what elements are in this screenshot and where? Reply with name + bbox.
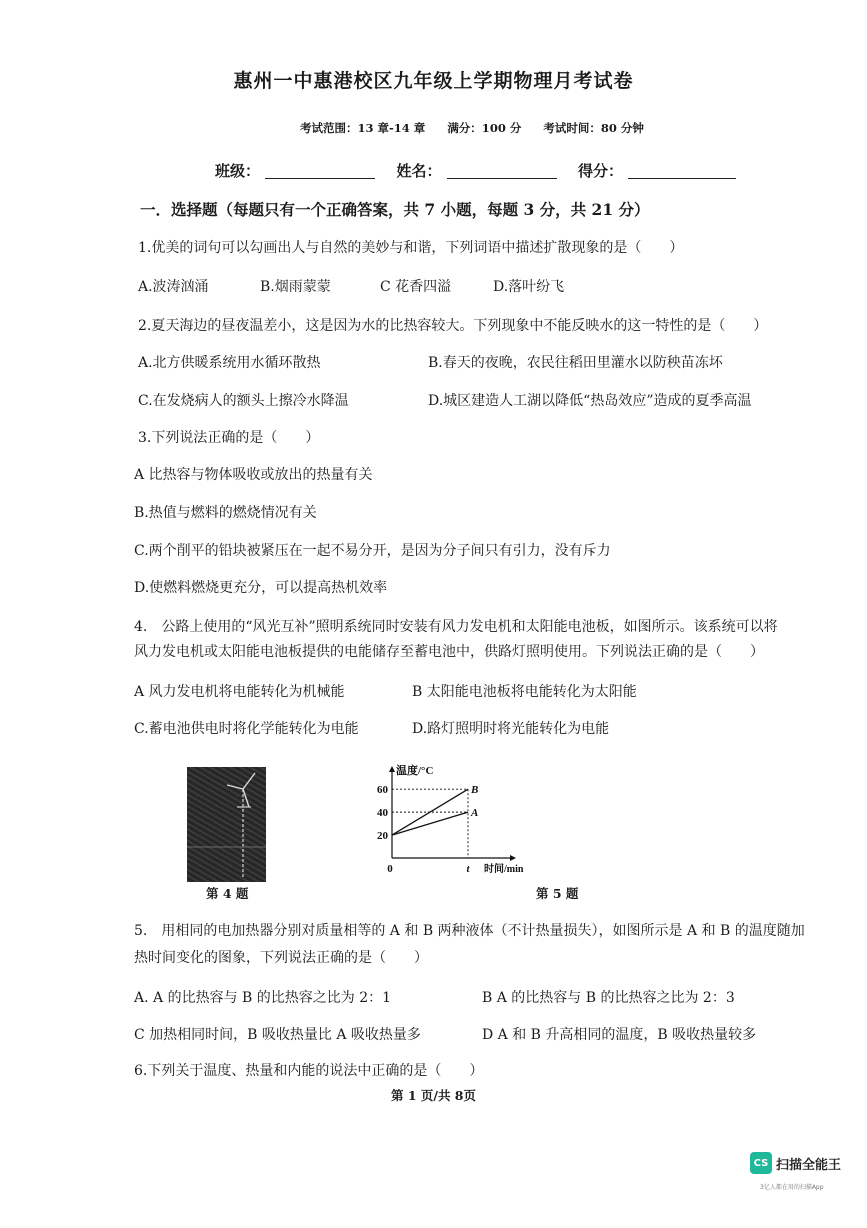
page-footer: 第 1 页/共 8页 [390,1088,477,1103]
exam-full-score: 满分：100 分 [447,121,522,135]
class-label: 班级： [215,162,261,180]
series-label: B [471,784,479,797]
q5-option-b: B A 的比热容与 B 的比热容之比为 2：3 [482,990,735,1006]
q4-option-d: D.路灯照明时将光能转化为电能 [412,721,610,737]
q4-stem-line2: 风力发电机或太阳能电池板提供的电能储存至蓄电池中，供路灯照明使用。下列说法正确的是（ ） [134,644,764,660]
section-heading: 一．选择题（每题只有一个正确答案，共 7 小题，每题 3 分，共 21 分） [140,200,650,219]
camscanner-app-name: 扫描全能王 [776,1158,842,1173]
q4-option-b: B 太阳能电池板将电能转化为太阳能 [412,684,637,700]
q5-stem-line1: 5. 用相同的电加热器分别对质量相等的 A 和 B 两种液体（不计热量损失），如图所示是 A 和 B 的温度随加 [134,923,805,939]
student-info-line [215,160,736,181]
x-tick-label: 0 [387,863,393,875]
q1-stem: 1.优美的词句可以勾画出人与自然的美妙与和谐，下列词语中描述扩散现象的是（ ） [138,240,684,256]
score-label: 得分： [577,162,623,180]
exam-time: 考试时间：80 分钟 [543,121,644,135]
x-axis-label: 时间/min [484,864,524,875]
q2-option-a: A.北方供暖系统用水循环散热 [138,355,321,371]
q3-option-b: B.热值与燃料的燃烧情况有关 [134,505,317,521]
x-axis-arrow [510,855,516,861]
y-tick-label: 40 [377,807,388,820]
q1-option-c: C 花香四溢 [380,279,452,295]
name-blank[interactable] [447,163,557,179]
q2-option-d: D.城区建造人工湖以降低“热岛效应”造成的夏季高温 [428,393,752,409]
y-axis-label: 温度/°C [396,765,434,777]
camscanner-tagline: 3亿人都在用的扫描App [760,1184,824,1191]
q6-stem: 6.下列关于温度、热量和内能的说法中正确的是（ ） [134,1063,484,1079]
x-tick-label: t [466,863,470,875]
q1-option-d: D.落叶纷飞 [493,279,565,295]
q3-option-c: C.两个削平的铅块被紧压在一起不易分开，是因为分子间只有引力，没有斥力 [134,543,611,559]
q1-option-a: A.波涛汹涌 [138,279,209,295]
class-blank[interactable] [265,163,375,179]
score-blank[interactable] [628,163,736,179]
q5-option-a: A. A 的比热容与 B 的比热容之比为 2：1 [134,990,392,1006]
exam-title: 惠州一中惠港校区九年级上学期物理月考试卷 [233,70,634,92]
q2-stem: 2.夏天海边的昼夜温差小，这是因为水的比热容较大。下列现象中不能反映水的这一特性的是（ ） [138,318,768,334]
q4-option-a: A 风力发电机将电能转化为机械能 [134,684,345,700]
q3-option-d: D.使燃料燃烧更充分，可以提高热机效率 [134,580,388,596]
name-label: 姓名： [396,162,442,180]
wind-solar-streetlight-photo [187,767,266,882]
q3-option-a: A 比热容与物体吸收或放出的热量有关 [134,467,373,483]
q2-option-c: C.在发烧病人的额头上擦冷水降温 [138,393,349,409]
series-line [392,812,468,835]
q2-option-b: B.春天的夜晚，农民往稻田里灌水以防秧苗冻坏 [428,355,723,371]
fig5-caption: 第 5 题 [536,886,579,901]
q3-stem: 3.下列说法正确的是（ ） [138,430,320,446]
fig4-caption: 第 4 题 [206,886,249,901]
exam-scope: 考试范围：13 章-14 章 [300,121,426,135]
q5-option-c: C 加热相同时间，B 吸收热量比 A 吸收热量多 [134,1027,421,1043]
q5-stem-line2: 热时间变化的图象，下列说法正确的是（ ） [134,950,428,966]
streetlight-sketch [187,767,266,882]
q4-option-c: C.蓄电池供电时将化学能转化为电能 [134,721,359,737]
exam-meta [300,120,662,136]
y-tick-label: 60 [377,784,388,797]
q5-option-d: D A 和 B 升高相同的温度，B 吸收热量较多 [482,1027,757,1043]
y-axis-arrow [389,766,395,772]
q4-stem-line1: 4. 公路上使用的“风光互补”照明系统同时安装有风力发电机和太阳能电池板，如图所示。该系统可以将 [134,619,778,635]
y-tick-label: 20 [377,830,388,843]
series-label: A [471,807,479,820]
camscanner-logo-icon: CS [750,1152,772,1174]
q1-option-b: B.烟雨蒙蒙 [260,279,331,295]
